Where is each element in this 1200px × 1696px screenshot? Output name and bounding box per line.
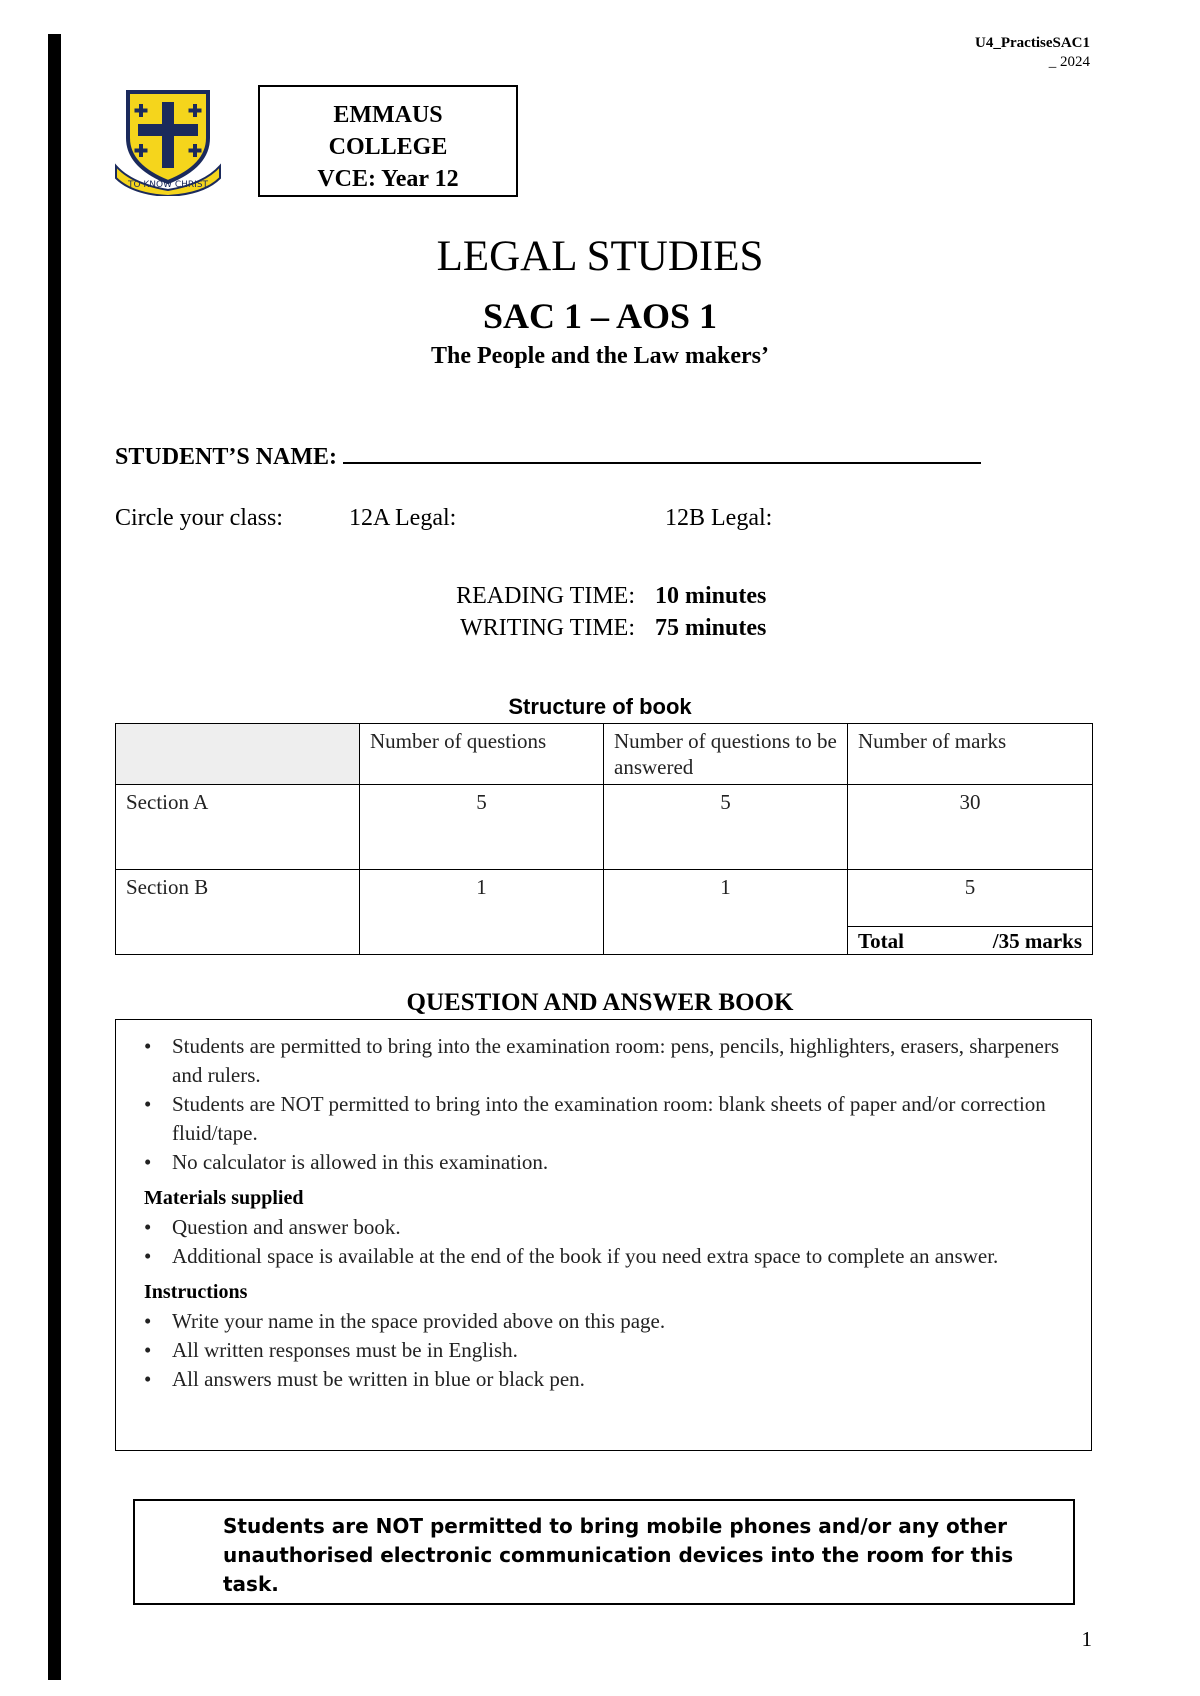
instructions-heading: Instructions	[144, 1281, 248, 1303]
table-cell-answered: 1	[604, 870, 848, 955]
list-item	[144, 1336, 1071, 1365]
table-cell-section: Section B	[116, 870, 360, 955]
table-cell-marks: 5	[848, 870, 1093, 927]
table-row	[116, 785, 1093, 870]
list-item	[144, 1148, 1071, 1177]
bullet-icon: •	[144, 1034, 152, 1058]
list-item	[144, 1032, 1071, 1090]
sac-subtitle: The People and the Law makers’	[431, 343, 769, 369]
reading-time-label: READING TIME:	[456, 583, 635, 609]
student-name-field[interactable]	[343, 438, 981, 464]
bullet-icon: •	[144, 1309, 152, 1333]
student-name-label: STUDENT’S NAME:	[115, 444, 338, 470]
class-prompt: Circle your class:	[115, 505, 283, 531]
page-number: 1	[1081, 1627, 1092, 1651]
list-item-text: All written responses must be in English.	[172, 1338, 518, 1362]
table-cell-marks: 30	[848, 785, 1093, 870]
table-header-cell: Number of questions	[360, 724, 604, 785]
table-total-cell	[848, 927, 1093, 955]
college-line: COLLEGE	[328, 134, 448, 160]
table-header-row	[116, 724, 1093, 785]
list-item	[144, 1242, 1071, 1271]
college-crest-icon	[112, 86, 224, 196]
class-option-12a[interactable]: 12A Legal:	[349, 505, 457, 531]
sac-title: SAC 1 – AOS 1	[482, 296, 718, 336]
bullet-icon: •	[144, 1092, 152, 1116]
total-value: /35 marks	[992, 929, 1082, 953]
writing-time-value: 75 minutes	[655, 615, 767, 641]
list-item-text: No calculator is allowed in this examination.	[172, 1150, 549, 1174]
list-item-text: Question and answer book.	[172, 1215, 401, 1239]
qa-book-heading: QUESTION AND ANSWER BOOK	[406, 989, 794, 1016]
class-option-12b[interactable]: 12B Legal:	[665, 505, 773, 531]
document-code-year: _ 2024	[1048, 54, 1090, 70]
permitted-list	[144, 1032, 1071, 1177]
list-item	[144, 1090, 1071, 1148]
instructions-list	[144, 1307, 1071, 1394]
table-row	[116, 870, 1093, 927]
table-header-cell	[116, 724, 360, 785]
table-header-cell: Number of questions to be answered	[604, 724, 848, 785]
table-cell-questions: 1	[360, 870, 604, 955]
bullet-icon: •	[144, 1338, 152, 1362]
instructions-box	[115, 1019, 1092, 1451]
list-item-text: Additional space is available at the end of the book if you need extra space to complete an answer.	[172, 1244, 999, 1268]
materials-list	[144, 1213, 1071, 1271]
bullet-icon: •	[144, 1244, 152, 1268]
bullet-icon: •	[144, 1150, 152, 1174]
list-item-text: Write your name in the space provided above on this page.	[172, 1309, 666, 1333]
materials-heading: Materials supplied	[144, 1187, 304, 1209]
list-item	[144, 1213, 1071, 1242]
table-cell-answered: 5	[604, 785, 848, 870]
student-name-line	[115, 438, 981, 471]
bullet-icon: •	[144, 1367, 152, 1391]
list-item	[144, 1365, 1071, 1394]
table-cell-section: Section A	[116, 785, 360, 870]
college-name-box	[258, 85, 518, 197]
list-item-text: Students are permitted to bring into the examination room: pens, pencils, highlighters, erasers, sharpeners and rulers.	[172, 1034, 1060, 1087]
college-line: EMMAUS	[333, 102, 443, 128]
structure-table	[115, 723, 1093, 955]
list-item	[144, 1307, 1071, 1336]
list-item-text: Students are NOT permitted to bring into the examination room: blank sheets of paper and/or correction fluid/tape.	[172, 1092, 1046, 1145]
subject-title: LEGAL STUDIES	[436, 233, 764, 280]
college-line: VCE: Year 12	[317, 166, 459, 192]
document-code	[975, 34, 1090, 72]
structure-heading: Structure of book	[508, 694, 692, 719]
writing-time-label: WRITING TIME:	[460, 615, 635, 641]
device-notice: Students are NOT permitted to bring mobile phones and/or any other unauthorised electronic communication devices into the room for this task.	[133, 1499, 1075, 1605]
reading-time-value: 10 minutes	[655, 583, 767, 609]
crest-motto: TO KNOW CHRIST	[127, 180, 209, 190]
list-item-text: All answers must be written in blue or black pen.	[172, 1367, 585, 1391]
total-label: Total	[858, 929, 904, 953]
table-cell-questions: 5	[360, 785, 604, 870]
table-header-cell: Number of marks	[848, 724, 1093, 785]
document-code-id: U4_PractiseSAC1	[975, 35, 1090, 51]
bullet-icon: •	[144, 1215, 152, 1239]
